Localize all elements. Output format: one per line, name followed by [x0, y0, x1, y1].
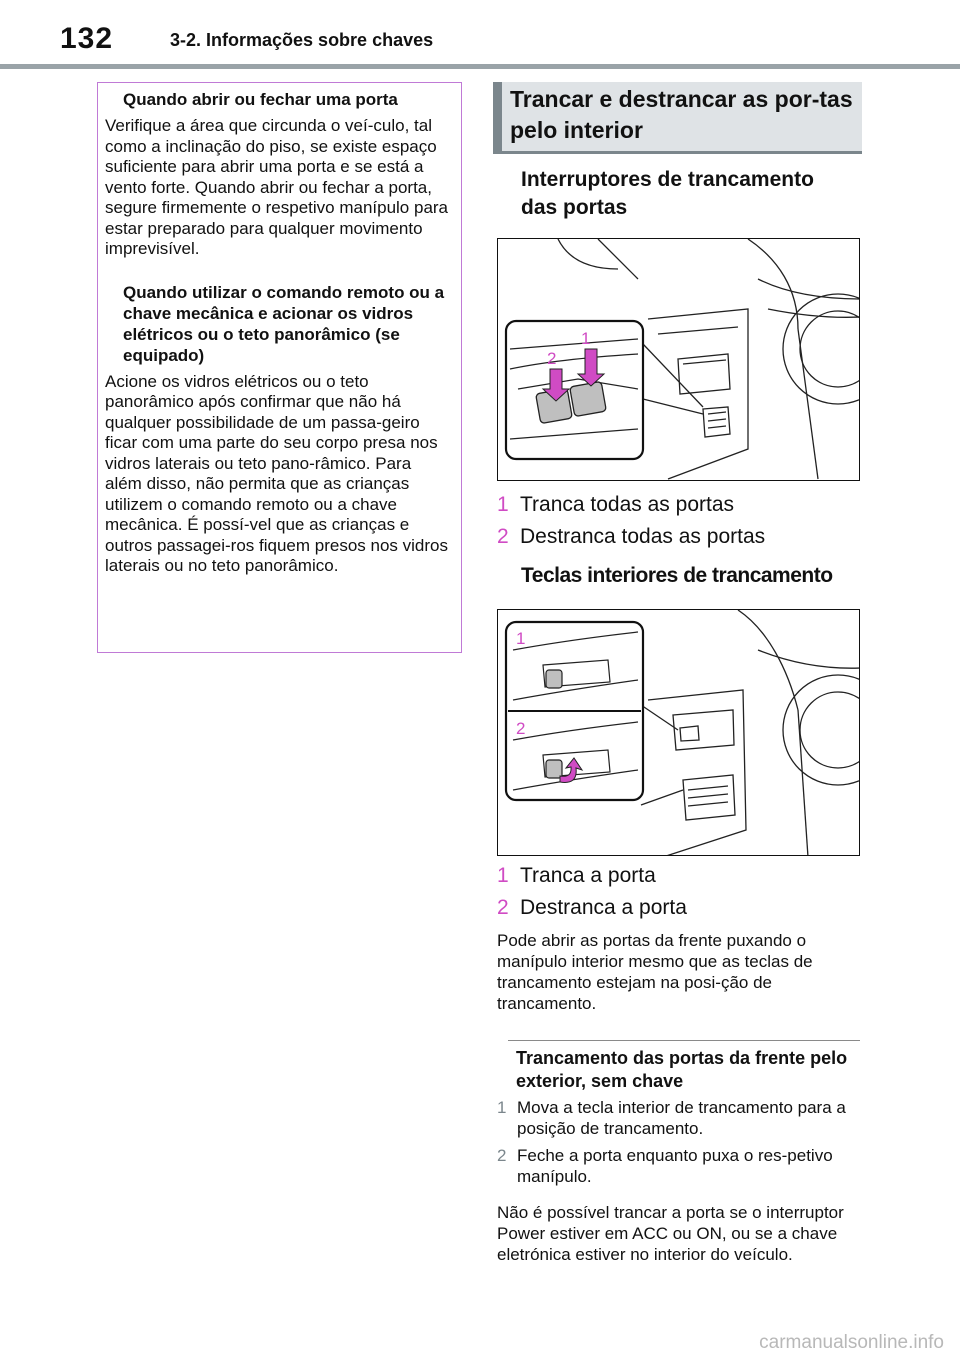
step-number: 2 [497, 896, 509, 919]
figure-inside-lock-buttons [497, 609, 860, 856]
step-text: Destranca todas as portas [520, 525, 766, 548]
watermark: carmanualsonline.info [759, 1332, 944, 1353]
step-text: Tranca a porta [520, 864, 656, 887]
figure2-callout-1: 1 [516, 629, 526, 648]
list-item [497, 861, 857, 891]
header-rule [0, 64, 960, 69]
paragraph-power-switch-note: Não é possível trancar a porta se o interruptor Power estiver em ACC ou ON, ou se a chave eletrónica estiver no interior do veículo. [497, 1203, 844, 1264]
list-item [497, 522, 857, 552]
step-number: 2 [497, 1146, 507, 1165]
step-text: Tranca todas as portas [520, 493, 734, 516]
step-number: 1 [497, 864, 509, 887]
list-item [497, 893, 857, 923]
list-item [497, 490, 857, 520]
caution-heading-windows: Quando utilizar o comando remoto ou a chave mecânica e acionar os vidros elétricos ou o teto panorâmico (se equipado) [123, 282, 445, 365]
caution-text-windows: Acione os vidros elétricos ou o teto panorâmico após confirmar que não há qualquer possibilidade de um passa-geiro ficar com uma parte do seu corpo presa nos vidros laterais ou teto pano-râmico. Para além disso, não permita que as crianças utilizem o comando remoto ou a chave mecânica. É possí-vel que as crianças e outros passagei-ros fiquem presos nos vidros laterais ou no teto panorâmico. [105, 371, 448, 575]
step-text: Mova a tecla interior de trancamento para a posição de trancamento. [517, 1098, 846, 1138]
subheading-door-lock-switches: Interruptores de trancamento das portas [521, 168, 814, 219]
step-number: 1 [497, 1098, 507, 1117]
section-banner-title: Trancar e destrancar as por-tas pelo interior [510, 86, 853, 143]
divider [508, 1040, 860, 1041]
page-number: 132 [60, 22, 114, 55]
step-number: 1 [497, 493, 509, 516]
step-number: 2 [497, 525, 509, 548]
figure2-callout-2: 2 [516, 719, 526, 738]
paragraph-inside-handle: Pode abrir as portas da frente puxando o manípulo interior mesmo que as teclas de trancamento estejam na posi-ção de trancamento. [497, 931, 813, 1013]
figure1-callout-2: 2 [547, 349, 557, 368]
steps-lock-without-key [497, 1091, 859, 1187]
step-text: Destranca a porta [520, 896, 687, 919]
subheading-inside-lock-buttons: Teclas interiores de trancamento [521, 564, 833, 587]
list-item [497, 1145, 859, 1187]
step-text: Feche a porta enquanto puxa o res-petivo manípulo. [517, 1146, 833, 1186]
caution-text-doors: Verifique a área que circunda o veí-culo, tal como a inclinação do piso, se existe espaço suficiente para abrir uma porta e se está a vento forte. Quando abrir ou fechar a porta, segure firmemente o respetivo manípulo para estar preparado para qualquer movimento imprevisível. [105, 116, 449, 258]
section-banner [493, 82, 862, 154]
figure-door-lock-switches [497, 238, 860, 481]
caution-box [97, 82, 462, 653]
door-lock-switch-illustration [498, 239, 860, 481]
inside-lock-button-illustration [498, 610, 860, 856]
section-title: 3-2. Informações sobre chaves [170, 30, 434, 50]
subheading-lock-without-key: Trancamento das portas da frente pelo exterior, sem chave [516, 1048, 848, 1091]
list-item [497, 1097, 859, 1139]
figure1-callout-1: 1 [581, 329, 591, 348]
caution-heading-doors: Quando abrir ou fechar uma porta [123, 90, 398, 109]
